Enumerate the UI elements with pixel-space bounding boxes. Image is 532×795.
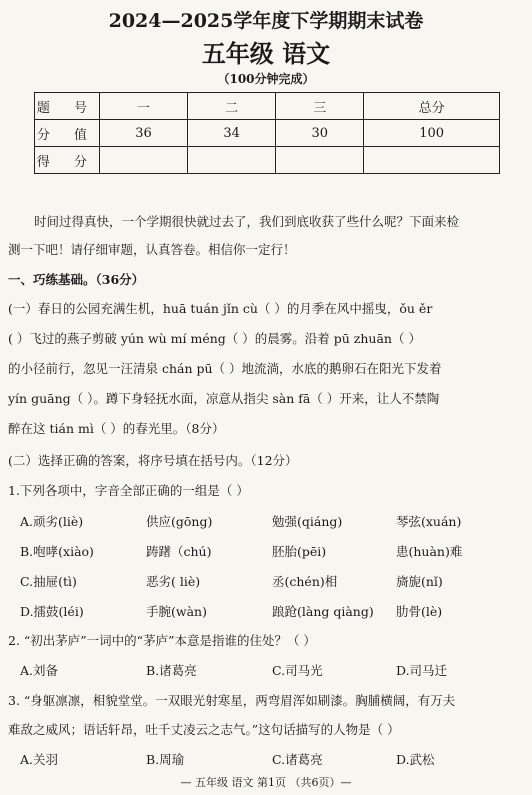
score-got-2[interactable] — [188, 147, 276, 174]
score-table-col-1: 一 — [100, 93, 188, 120]
q1-row-a-4: 琴弦(xuán) — [396, 514, 462, 529]
q3-option-b: B.周瑜 — [146, 752, 185, 767]
score-table-got-row — [35, 147, 500, 174]
score-value-total: 100 — [364, 120, 500, 147]
score-value-label: 分 值 — [35, 120, 100, 147]
q1-row-c-3: 丞(chén)相 — [272, 574, 338, 589]
section-1-title: 一、巧练基础。（36分） — [8, 272, 145, 287]
fill-line-2: ( ）飞过的燕子剪破 yún wù mí méng（ ）的晨雾。沿着 pū zhuān（ ） — [8, 331, 421, 346]
score-value-2: 34 — [188, 120, 276, 147]
score-got-1[interactable] — [100, 147, 188, 174]
q1-row-d-1: D.擂鼓(léi) — [20, 604, 84, 619]
score-table-col-2: 二 — [188, 93, 276, 120]
score-table-col-3: 三 — [276, 93, 364, 120]
q1-row-d-2: 手腕(wàn) — [146, 604, 207, 619]
score-got-3[interactable] — [276, 147, 364, 174]
score-table-value-row — [35, 120, 500, 147]
q1-row-c-4: 旖旎(nǐ) — [396, 574, 443, 589]
q1-row-a-2: 供应(gōng) — [146, 514, 213, 529]
intro-line-2: 测一下吧！请仔细审题，认真答卷。相信你一定行！ — [8, 242, 296, 257]
score-value-1: 36 — [100, 120, 188, 147]
fill-line-3: 的小径前行，忽见一汪清泉 chán pū（ ）地流淌，水底的鹅卵石在阳光下发着 — [8, 361, 442, 376]
q3-option-c: C.诸葛亮 — [272, 752, 323, 767]
q2-option-d: D.司马迁 — [396, 663, 448, 678]
q1-row-b-4: 患(huàn)难 — [396, 544, 463, 559]
q1-row-b-2: 踌躇（chú) — [146, 544, 212, 559]
intro-line-1: 时间过得真快，一个学期很快就过去了，我们到底收获了些什么呢？下面来检 — [34, 214, 460, 229]
score-value-3: 30 — [276, 120, 364, 147]
q1-row-b-3: 胚胎(pēi) — [272, 544, 327, 559]
q1-row-b-1: B.咆哮(xiào) — [20, 544, 94, 559]
page-footer: — 五年级 语文 第1页 （共6页）— — [180, 776, 352, 789]
q2-option-c: C.司马光 — [272, 663, 323, 678]
q2-option-b: B.诸葛亮 — [146, 663, 197, 678]
q3-option-d: D.武松 — [396, 752, 435, 767]
q1-row-c-2: 恶劣( liè) — [146, 574, 201, 589]
part-2-title: (二）选择正确的答案，将序号填在括号内。（12分） — [8, 453, 298, 468]
q3-stem-line-1: 3. “身躯凛凛，相貌堂堂。一双眼光射寒星，两弯眉浑如刷漆。胸脯横阔，有万夫 — [8, 693, 456, 708]
q1-row-d-3: 踉跄(làng qiàng) — [272, 604, 374, 619]
q2-option-a: A.刘备 — [20, 663, 59, 678]
fill-line-4: yín guāng（ ）。蹲下身轻抚水面，凉意从指尖 sàn fā（ ）开来，让人不禁陶 — [8, 391, 440, 406]
fill-line-1: (一）春日的公园充满生机，huā tuán jǐn cù（ ）的月季在风中摇曳，ǒu ěr — [8, 301, 433, 316]
q1-row-a-1: A.顽劣(liè) — [20, 514, 84, 529]
q2-stem: 2. “初出茅庐”一词中的“茅庐”本意是指谁的住处？（ ） — [8, 633, 316, 648]
exam-subtitle: 五年级 语文 — [201, 39, 331, 68]
q1-row-a-3: 勉强(qiáng) — [272, 514, 343, 529]
q3-option-a: A.关羽 — [20, 752, 59, 767]
time-note: （100分钟完成） — [217, 72, 315, 86]
score-table — [34, 92, 500, 174]
score-got-total[interactable] — [364, 147, 500, 174]
fill-line-5: 醉在这 tián mì（ ）的春光里。（8分） — [8, 421, 225, 436]
score-table-col-total: 总分 — [364, 93, 500, 120]
exam-title: 2024—2025学年度下学期期末试卷 — [108, 10, 424, 32]
q1-stem: 1.下列各项中，字音全部正确的一组是（ ） — [8, 483, 249, 498]
q1-row-d-4: 肋骨(lè) — [396, 604, 443, 619]
score-got-label: 得 分 — [35, 147, 100, 174]
score-table-header-label: 题 号 — [35, 93, 100, 120]
q3-stem-line-2: 难敌之威风；语话轩昂，吐千丈凌云之志气。”这句话描写的人物是（ ） — [8, 722, 400, 737]
score-table-header-row — [35, 93, 500, 120]
q1-row-c-1: C.抽屉(tì) — [20, 574, 77, 589]
